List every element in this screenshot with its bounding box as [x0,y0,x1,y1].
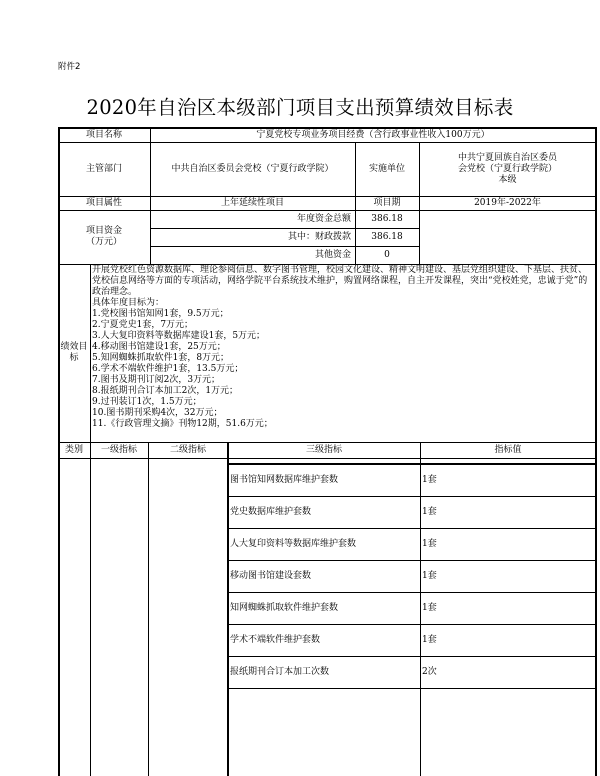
project-name-value: 宁夏党校专项业务项目经费（含行政事业性收入100万元） [256,129,490,140]
table-line [90,264,91,776]
table-line [228,656,596,657]
table-line [228,688,596,689]
project-period-label: 项目期 [373,197,401,208]
goal-line: 4.移动图书馆建设1套，25万元； [92,342,226,352]
table-line [58,142,596,143]
project-period-value: 2019年-2022年 [474,197,541,208]
goal-line: 3.人大复印资料等数据库建设1套，5万元； [92,331,266,341]
table-line [228,528,596,529]
goal-line: 10.图书期刊采购4次，32万元； [92,408,223,418]
goals-label-line-1: 绩效目 [60,342,88,352]
department-value: 中共自治区委员会党校（宁夏行政学院） [171,163,334,174]
funds-total-label: 年度资金总额 [296,213,351,224]
implementing-unit-label: 实施单位 [368,163,405,174]
indicator-level3: 报纸期刊合订本加工次数 [230,666,330,677]
attachment-label: 附件2 [58,62,81,72]
implementing-unit-value [419,142,596,196]
table-line [228,496,596,497]
table-line [150,127,151,264]
indicator-level3: 人大复印资料等数据库维护套数 [230,538,357,549]
funds-label [58,210,150,264]
indicator-header-level2: 二级指标 [169,444,206,455]
goals-label [58,264,90,442]
indicator-header-value: 指标值 [494,444,522,455]
goals-label-line-2: 标 [69,353,79,363]
indicator-value: 1套 [422,570,437,581]
table-border [595,127,597,776]
table-border [58,127,60,776]
table-line [419,142,420,264]
goal-line: 6.学术不端软件维护1套，13.5万元； [92,364,244,374]
indicator-header-category: 类别 [64,444,83,455]
table-line [58,196,596,197]
indicator-level3: 图书馆知网数据库维护套数 [230,474,339,485]
goals-text [91,265,596,441]
goal-line: 9.过刊装订1次，1.5万元； [92,397,202,407]
indicator-level3: 学术不端软件维护套数 [230,634,321,645]
implementing-unit-line-3: 本级 [498,174,517,185]
indicator-value: 2次 [422,666,437,677]
indicator-header-level3: 三级指标 [305,444,342,455]
goal-line: 11.《行政管理文摘》刊物12期，51.6万元； [92,419,273,429]
table-line [420,442,421,776]
table-line [58,442,596,443]
implementing-unit-line-2: 会党校（宁夏行政学院） [457,163,557,174]
table-line [228,592,596,593]
project-attribute-value: 上年延续性项目 [220,197,284,208]
implementing-unit-line-1: 中共宁夏回族自治区委员 [457,152,557,163]
page-title: 2020年自治区本级部门项目支出预算绩效目标表 [86,96,514,119]
funds-label-line-1: 项目资金 [85,226,122,236]
funds-label-line-2: （万元） [85,237,122,247]
indicator-header-level1: 一级指标 [100,444,137,455]
funds-fiscal-label: 其中：财政拨款 [287,231,351,242]
table-line [148,442,149,776]
department-label: 主管部门 [85,163,122,174]
table-line [58,264,596,265]
goal-line: 7.图书及期刊订阅2次，3万元； [92,375,221,385]
funds-fiscal-value: 386.18 [371,231,403,242]
table-line [58,458,596,459]
goal-line: 1.党校图书馆知网1套，9.5万元； [92,309,229,319]
table-line [228,463,596,465]
indicator-value: 1套 [422,538,437,549]
indicator-value: 1套 [422,634,437,645]
indicator-level3: 知网蜘蛛抓取软件维护套数 [230,602,339,613]
funds-other-value: 0 [384,249,390,260]
table-line [227,442,229,776]
goal-line: 8.报纸期刊合订本加工2次，1万元； [92,386,239,396]
table-line [228,624,596,625]
indicator-value: 1套 [422,506,437,517]
funds-other-label: 其他资金 [314,249,351,260]
goal-line: 5.知网蜘蛛抓取软件1套，8万元； [92,353,230,363]
table-line [228,560,596,561]
table-line [150,246,419,247]
table-line [355,142,356,264]
indicator-level3: 移动图书馆建设套数 [230,570,312,581]
table-line [150,228,419,229]
project-attribute-label: 项目属性 [85,197,122,208]
indicator-value: 1套 [422,602,437,613]
indicator-value: 1套 [422,474,437,485]
goal-line: 具体年度目标为： [92,298,165,308]
goal-line: 2.宁夏党史1套，7万元； [92,320,194,330]
table-border [58,127,597,129]
funds-total-value: 386.18 [371,213,403,224]
table-line [58,210,596,211]
goal-line: 开展党校红色资源数据库、理论参阅信息、数字图书管理，校园文化建设、精神文明建设、基层党组织建设、下基层、扶贫、党校信息网络等方面的专项活动，网络学院平台系统技术维护，购置网络课程，自主开发课程，突出“党校姓党，忠诚于党”的政治理念。 [92,265,588,297]
project-name-label: 项目名称 [85,129,122,140]
indicator-level3: 党史数据库维护套数 [230,506,312,517]
